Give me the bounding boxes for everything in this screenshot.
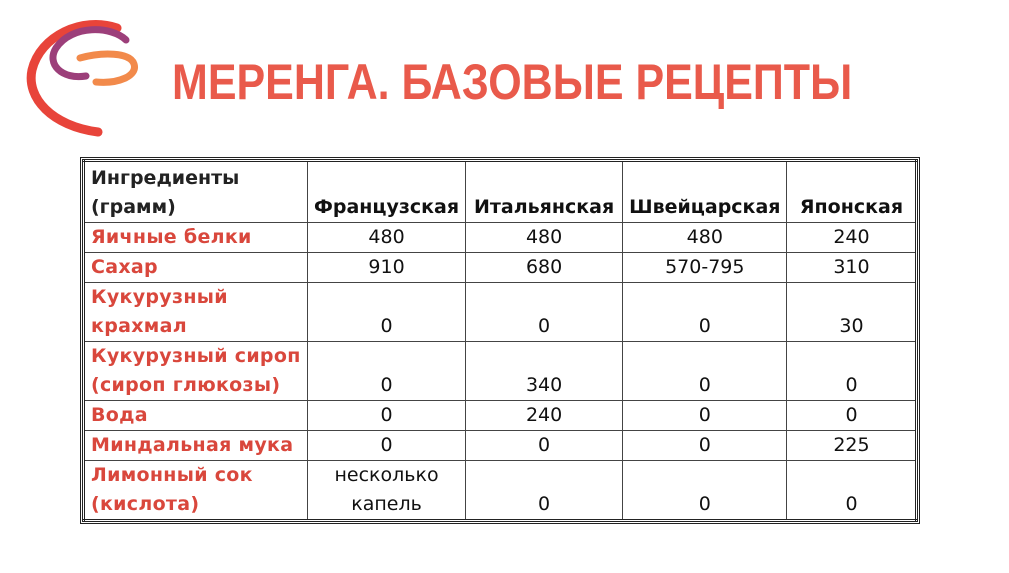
value-cell: 0 — [787, 461, 917, 521]
value-cell: 0 — [308, 283, 466, 342]
table-row — [84, 253, 917, 283]
ingredient-name-line2: крахмал — [91, 315, 187, 337]
value-cell: 30 — [787, 283, 917, 342]
table-row — [84, 223, 917, 253]
table-row — [84, 342, 917, 401]
value-cell: 0 — [308, 401, 466, 431]
value-line: капель — [351, 493, 422, 515]
ingredient-name — [84, 223, 308, 253]
ingredient-name-line1: Яичные белки — [91, 226, 252, 248]
ingredient-name — [84, 342, 308, 401]
value-cell: 0 — [623, 461, 787, 521]
ingredient-name-line1: Кукурузный сироп — [91, 345, 301, 367]
value-cell: 910 — [308, 253, 466, 283]
header-ingredients-line1: Ингредиенты — [91, 167, 240, 189]
ingredient-name — [84, 431, 308, 461]
value-cell: 0 — [623, 401, 787, 431]
ingredient-name-line1: Сахар — [91, 256, 158, 278]
value-cell: 310 — [787, 253, 917, 283]
table-row — [84, 283, 917, 342]
value-cell: 480 — [308, 223, 466, 253]
header-swiss: Швейцарская — [623, 161, 787, 223]
value-cell: 480 — [466, 223, 623, 253]
value-cell: 680 — [466, 253, 623, 283]
ingredient-name-line1: Лимонный сок — [91, 464, 253, 486]
value-cell — [308, 461, 466, 521]
ingredient-name-line1: Кукурузный — [91, 286, 228, 308]
value-cell: 225 — [787, 431, 917, 461]
header-japanese: Японская — [787, 161, 917, 223]
value-line: несколько — [334, 464, 439, 486]
table-row — [84, 431, 917, 461]
value-cell: 0 — [623, 431, 787, 461]
recipe-table — [82, 159, 918, 522]
ingredient-name — [84, 283, 308, 342]
value-cell: 480 — [623, 223, 787, 253]
ingredient-name-line1: Вода — [91, 404, 148, 426]
table-header-row — [84, 161, 917, 223]
value-cell: 0 — [623, 283, 787, 342]
value-cell: 570-795 — [623, 253, 787, 283]
header-ingredients — [84, 161, 308, 223]
ingredient-name — [84, 461, 308, 521]
value-cell: 0 — [787, 342, 917, 401]
header-french: Французская — [308, 161, 466, 223]
value-cell: 0 — [623, 342, 787, 401]
ingredient-name — [84, 401, 308, 431]
value-cell: 0 — [466, 283, 623, 342]
value-cell: 0 — [308, 342, 466, 401]
ingredient-name — [84, 253, 308, 283]
value-cell: 240 — [787, 223, 917, 253]
value-cell: 240 — [466, 401, 623, 431]
value-cell: 340 — [466, 342, 623, 401]
page-title: МЕРЕНГА. БАЗОВЫЕ РЕЦЕПТЫ — [172, 54, 853, 110]
ingredient-name-line2: (кислота) — [91, 493, 200, 515]
value-cell: 0 — [787, 401, 917, 431]
value-cell: 0 — [466, 431, 623, 461]
swirl-logo-icon — [22, 18, 142, 138]
header-ingredients-line2: (грамм) — [91, 196, 176, 218]
header-italian: Итальянская — [466, 161, 623, 223]
table-row — [84, 461, 917, 521]
table-row — [84, 401, 917, 431]
value-cell: 0 — [466, 461, 623, 521]
ingredient-name-line1: Миндальная мука — [91, 434, 294, 456]
value-cell: 0 — [308, 431, 466, 461]
ingredient-name-line2: (сироп глюкозы) — [91, 374, 281, 396]
